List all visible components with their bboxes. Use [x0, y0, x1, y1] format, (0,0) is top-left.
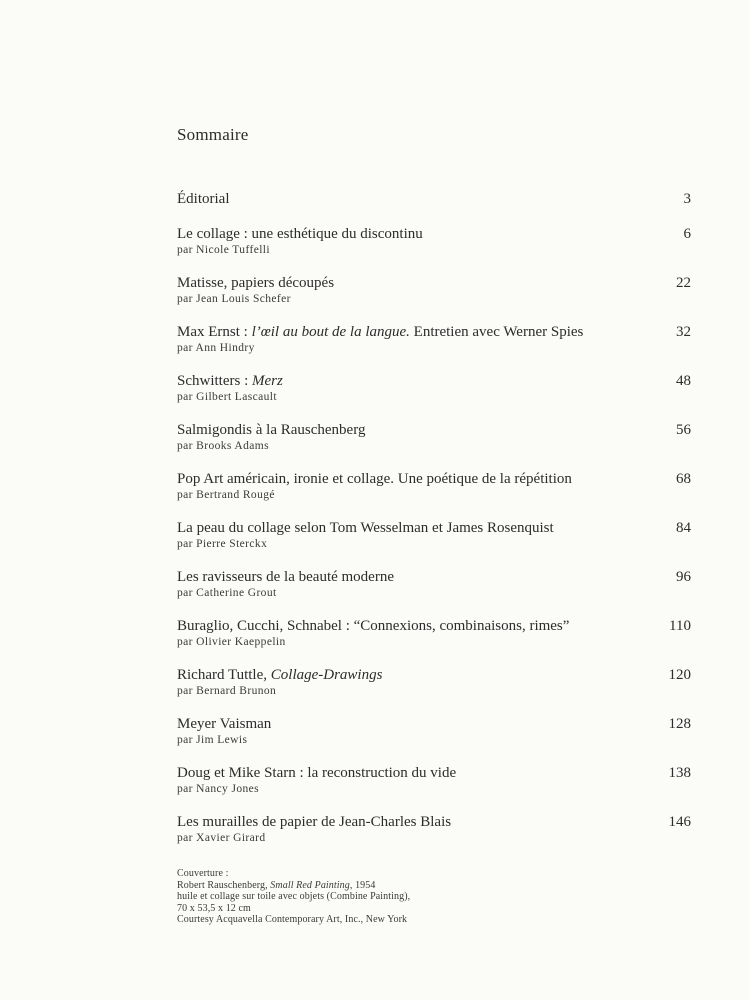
- cover-label: Couverture :: [177, 868, 229, 879]
- toc-entry: [177, 715, 691, 764]
- cover-work-title: Small Red Painting: [270, 879, 350, 891]
- toc-entry: [177, 225, 691, 274]
- cover-artwork-line: [177, 880, 410, 892]
- entry-title: Buraglio, Cucchi, Schnabel : “Connexions, combinaisons, rimes”: [177, 618, 570, 634]
- entry-title: Les ravisseurs de la beauté moderne: [177, 569, 394, 585]
- toc-entry: [177, 470, 691, 519]
- cover-medium: huile et collage sur toile avec objets (Combine Painting),: [177, 891, 411, 902]
- cover-dimensions: 70 x 53,5 x 12 cm: [177, 902, 251, 914]
- cover-courtesy: Courtesy Acquavella Contemporary Art, Inc., New York: [177, 914, 408, 925]
- entry-page-number: 22: [676, 275, 691, 291]
- entry-author: par Gilbert Lascault: [177, 391, 277, 403]
- entry-page-number: 68: [676, 471, 691, 487]
- entry-title-suffix: Entretien avec Werner Spies: [409, 324, 584, 340]
- entry-title: Doug et Mike Starn : la reconstruction du vide: [177, 765, 457, 781]
- entry-author: par Xavier Girard: [177, 832, 266, 844]
- entry-page-number: 146: [668, 814, 691, 830]
- toc-entry: [177, 813, 691, 862]
- entry-title: Les murailles de papier de Jean-Charles Blais: [177, 814, 452, 830]
- toc-entry: [177, 666, 691, 715]
- toc-entry: [177, 372, 691, 421]
- entry-author: par Jim Lewis: [177, 734, 248, 746]
- entry-title: [177, 666, 691, 684]
- entry-title: Salmigondis à la Rauschenberg: [177, 422, 366, 438]
- entry-title: Meyer Vaisman: [177, 716, 272, 732]
- cover-artist: Robert Rauschenberg,: [177, 879, 271, 891]
- entry-title-prefix: Richard Tuttle,: [177, 667, 271, 683]
- toc-entry: [177, 519, 691, 568]
- entry-title-italic: l’œil au bout de la langue.: [251, 324, 410, 340]
- entry-page-number: 32: [676, 324, 691, 340]
- entry-title: Matisse, papiers découpés: [177, 275, 335, 291]
- entry-author: par Bertrand Rougé: [177, 489, 275, 501]
- entry-title-prefix: Schwitters :: [177, 373, 252, 389]
- toc-entry: [177, 617, 691, 666]
- entry-author: par Nicole Tuffelli: [177, 244, 270, 256]
- entry-page-number: 6: [683, 226, 691, 242]
- entry-title: [177, 372, 691, 390]
- entry-page-number: 120: [668, 667, 691, 683]
- table-of-contents: [177, 190, 691, 862]
- entry-page-number: 138: [668, 765, 691, 781]
- entry-title: Pop Art américain, ironie et collage. Une poétique de la répétition: [177, 471, 572, 487]
- entry-author: par Ann Hindry: [177, 342, 255, 354]
- entry-title: Le collage : une esthétique du discontinu: [177, 226, 423, 242]
- entry-author: par Catherine Grout: [177, 587, 277, 599]
- entry-author: par Bernard Brunon: [177, 685, 277, 697]
- entry-author: par Nancy Jones: [177, 783, 260, 795]
- entry-title: Éditorial: [177, 191, 230, 207]
- entry-title: La peau du collage selon Tom Wesselman et James Rosenquist: [177, 520, 554, 536]
- toc-entry: [177, 323, 691, 372]
- toc-entry: [177, 274, 691, 323]
- cover-year: , 1954: [349, 879, 376, 891]
- entry-page-number: 3: [683, 191, 691, 207]
- cover-credits: [177, 868, 410, 926]
- entry-title-prefix: Max Ernst :: [177, 324, 252, 340]
- toc-entry: [177, 764, 691, 813]
- entry-page-number: 128: [668, 716, 691, 732]
- entry-title-italic: Merz: [252, 373, 283, 389]
- entry-page-number: 48: [676, 373, 691, 389]
- entry-author: par Pierre Sterckx: [177, 538, 268, 550]
- entry-page-number: 110: [669, 618, 691, 634]
- entry-page-number: 56: [676, 422, 691, 438]
- toc-entry: [177, 568, 691, 617]
- entry-author: par Jean Louis Schefer: [177, 293, 291, 305]
- entry-page-number: 84: [676, 520, 691, 536]
- entry-title-italic: Collage-Drawings: [270, 667, 383, 683]
- entry-author: par Olivier Kaeppelin: [177, 636, 286, 648]
- toc-entry: [177, 421, 691, 470]
- page-title: Sommaire: [177, 125, 249, 144]
- entry-title: [177, 323, 691, 341]
- entry-page-number: 96: [676, 569, 691, 585]
- entry-author: par Brooks Adams: [177, 440, 270, 452]
- toc-entry-editorial: [177, 190, 691, 225]
